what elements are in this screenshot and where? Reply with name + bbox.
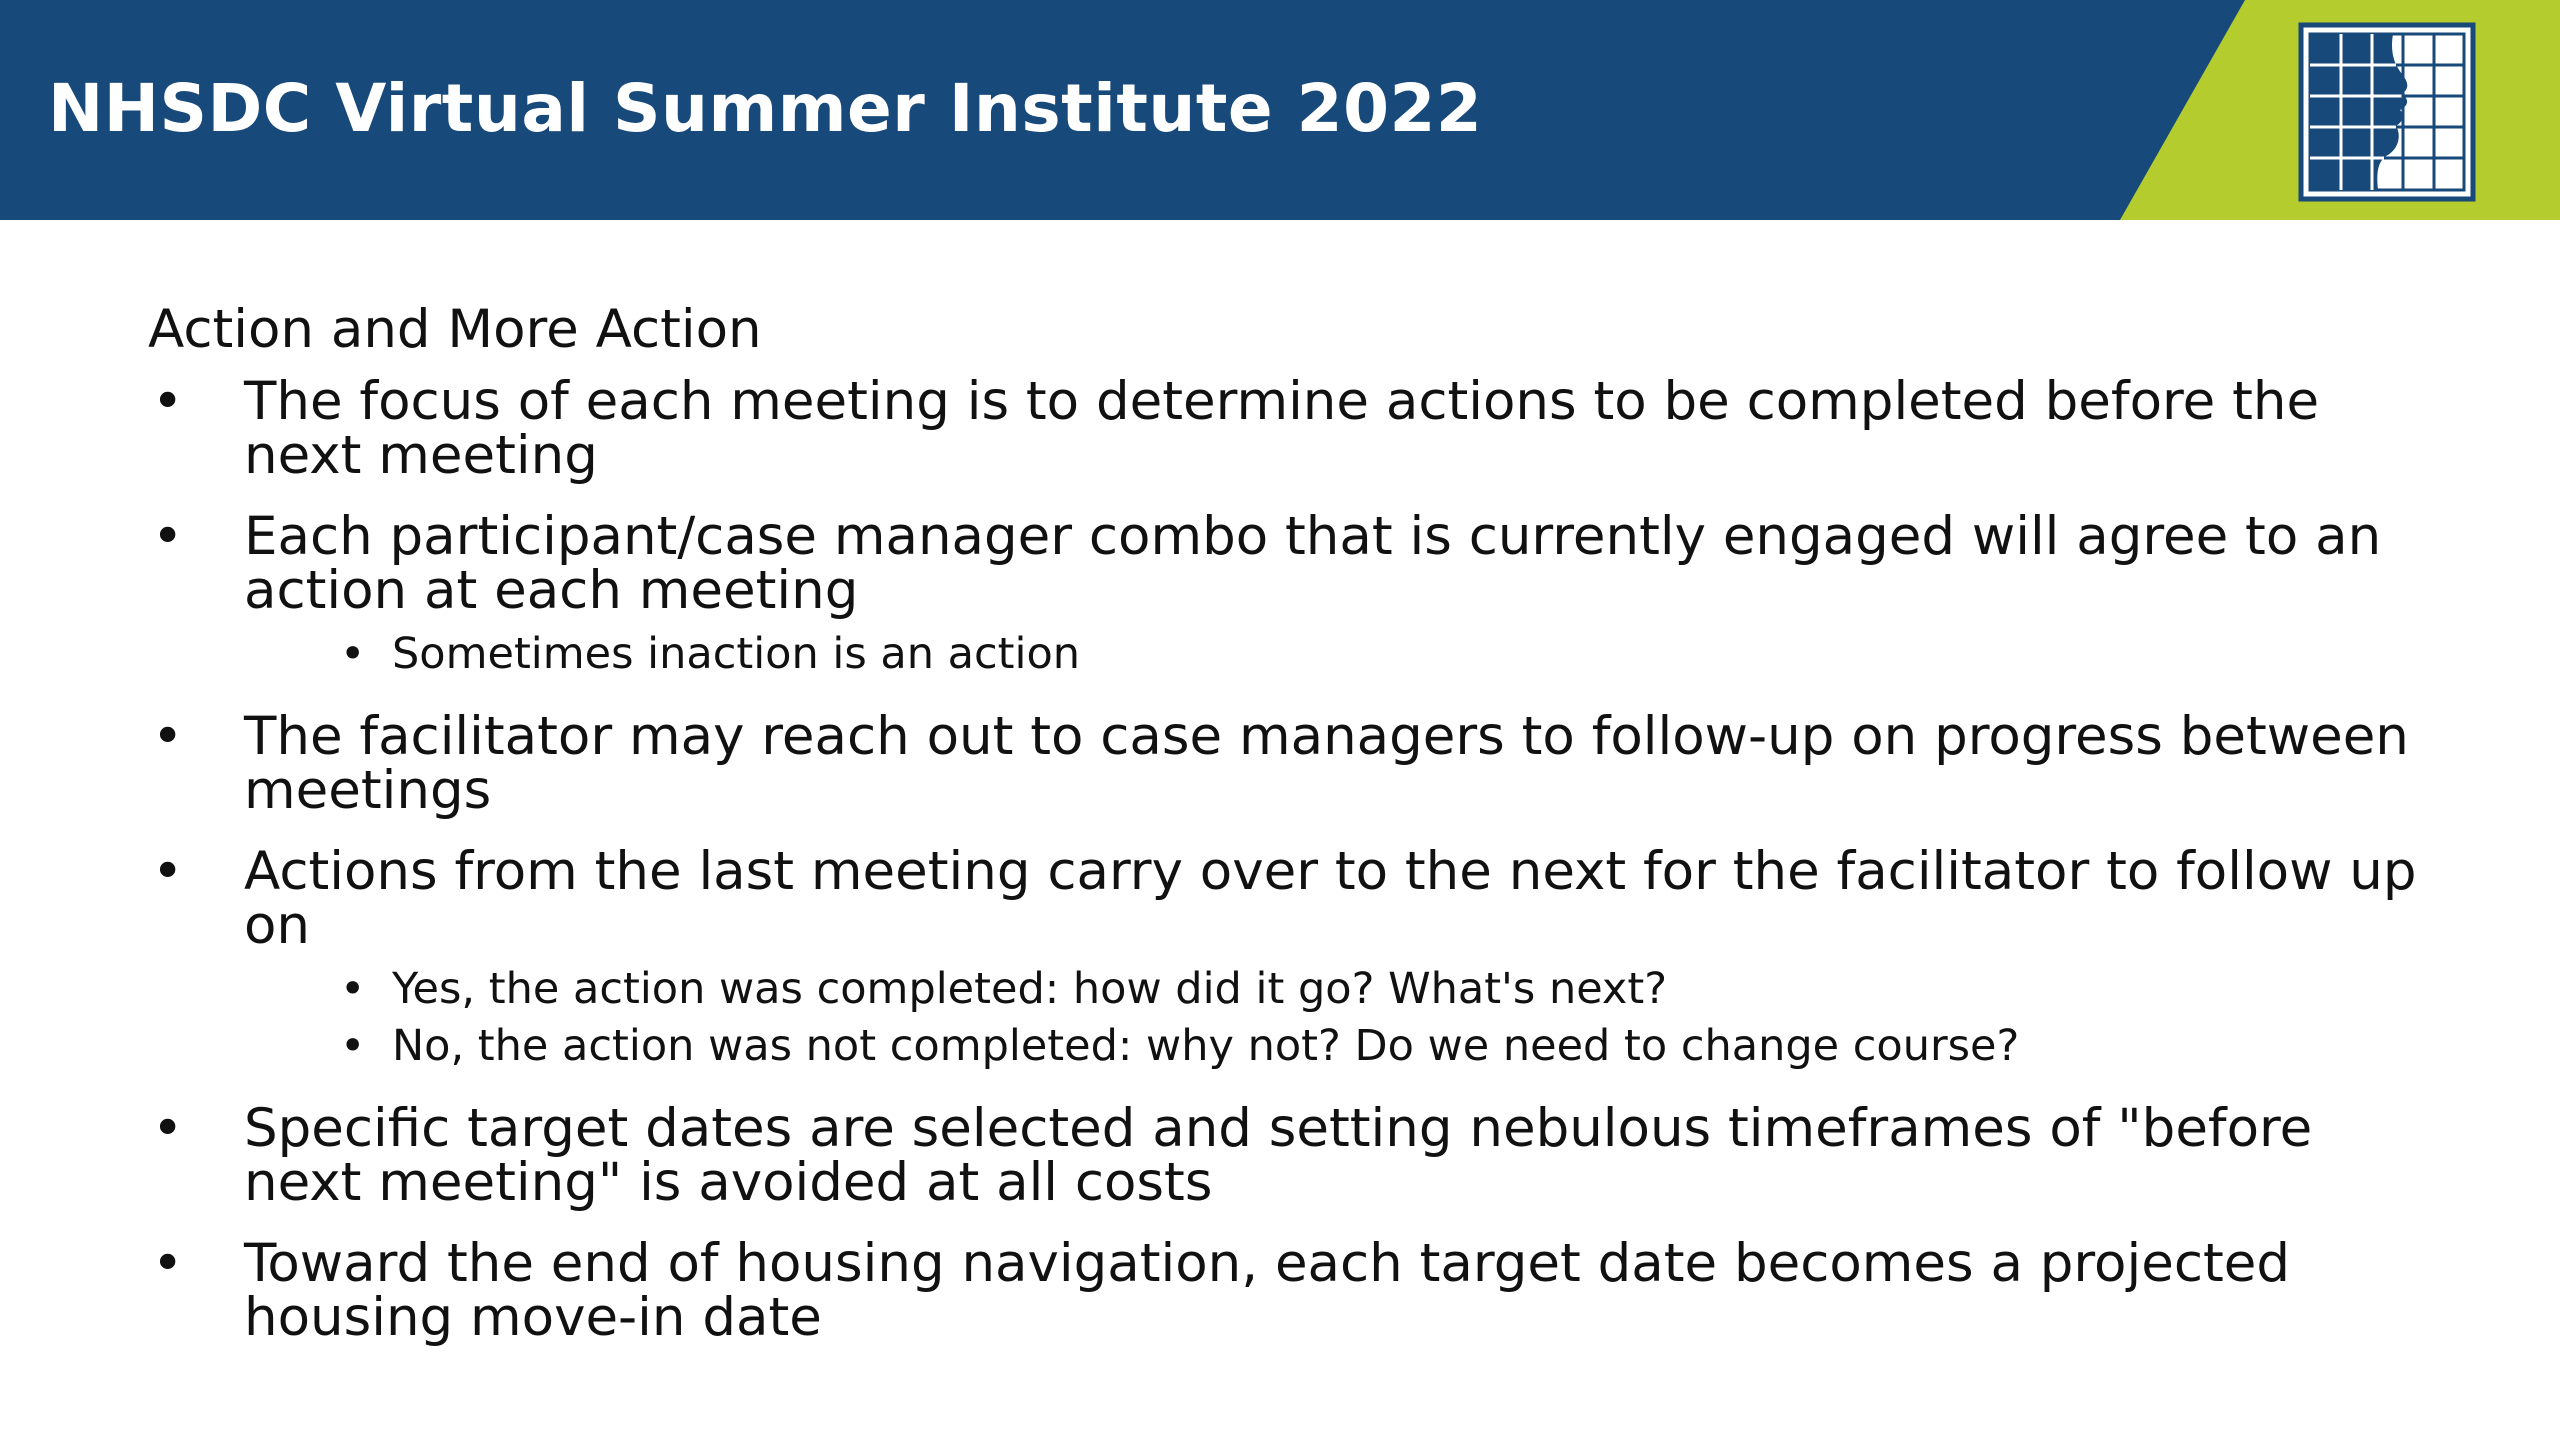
sub-bullet-list — [244, 626, 2428, 683]
bullet-text: The focus of each meeting is to determine actions to be completed before the next meeting — [244, 371, 2320, 486]
header-title: NHSDC Virtual Summer Institute 2022 — [48, 70, 1483, 147]
bullet-item — [148, 1098, 2428, 1213]
bullet-item — [148, 371, 2428, 486]
bullet-dot: • — [152, 706, 184, 767]
slide-heading: Action and More Action — [148, 299, 762, 360]
bullet-item — [148, 506, 2428, 683]
bullet-text: Actions from the last meeting carry over to the next for the facilitator to follow up on — [244, 841, 2417, 956]
slide-content — [148, 295, 2428, 1372]
bullet-dot: • — [152, 841, 184, 902]
bullet-item — [148, 841, 2428, 1075]
bullet-dot: • — [152, 1098, 184, 1159]
bullet-text: Specific target dates are selected and setting nebulous timeframes of "before next meeting" is avoided at all costs — [244, 1098, 2313, 1213]
sub-bullet-text: Sometimes inaction is an action — [392, 629, 1081, 679]
bullet-item — [148, 706, 2428, 821]
sub-bullet-dot: • — [340, 1021, 366, 1071]
bullet-dot: • — [152, 371, 184, 432]
bullet-item — [148, 1233, 2428, 1348]
sub-bullet-item — [244, 626, 2428, 683]
sub-bullet-item — [244, 1018, 2428, 1075]
grid-face-logo-icon — [2298, 22, 2476, 202]
sub-bullet-text: Yes, the action was completed: how did it go? What's next? — [392, 964, 1668, 1014]
bullet-dot: • — [152, 506, 184, 567]
sub-bullet-dot: • — [340, 629, 366, 679]
bullet-text: Each participant/case manager combo that is currently engaged will agree to an action at each meeting — [244, 506, 2382, 621]
bullet-list — [148, 371, 2428, 1348]
bullet-text: Toward the end of housing navigation, each target date becomes a projected housing move-in date — [244, 1233, 2290, 1348]
sub-bullet-list — [244, 961, 2428, 1075]
bullet-dot: • — [152, 1233, 184, 1294]
sub-bullet-dot: • — [340, 964, 366, 1014]
sub-bullet-item — [244, 961, 2428, 1018]
sub-bullet-text: No, the action was not completed: why not? Do we need to change course? — [392, 1021, 2020, 1071]
bullet-text: The facilitator may reach out to case managers to follow-up on progress between meetings — [244, 706, 2409, 821]
